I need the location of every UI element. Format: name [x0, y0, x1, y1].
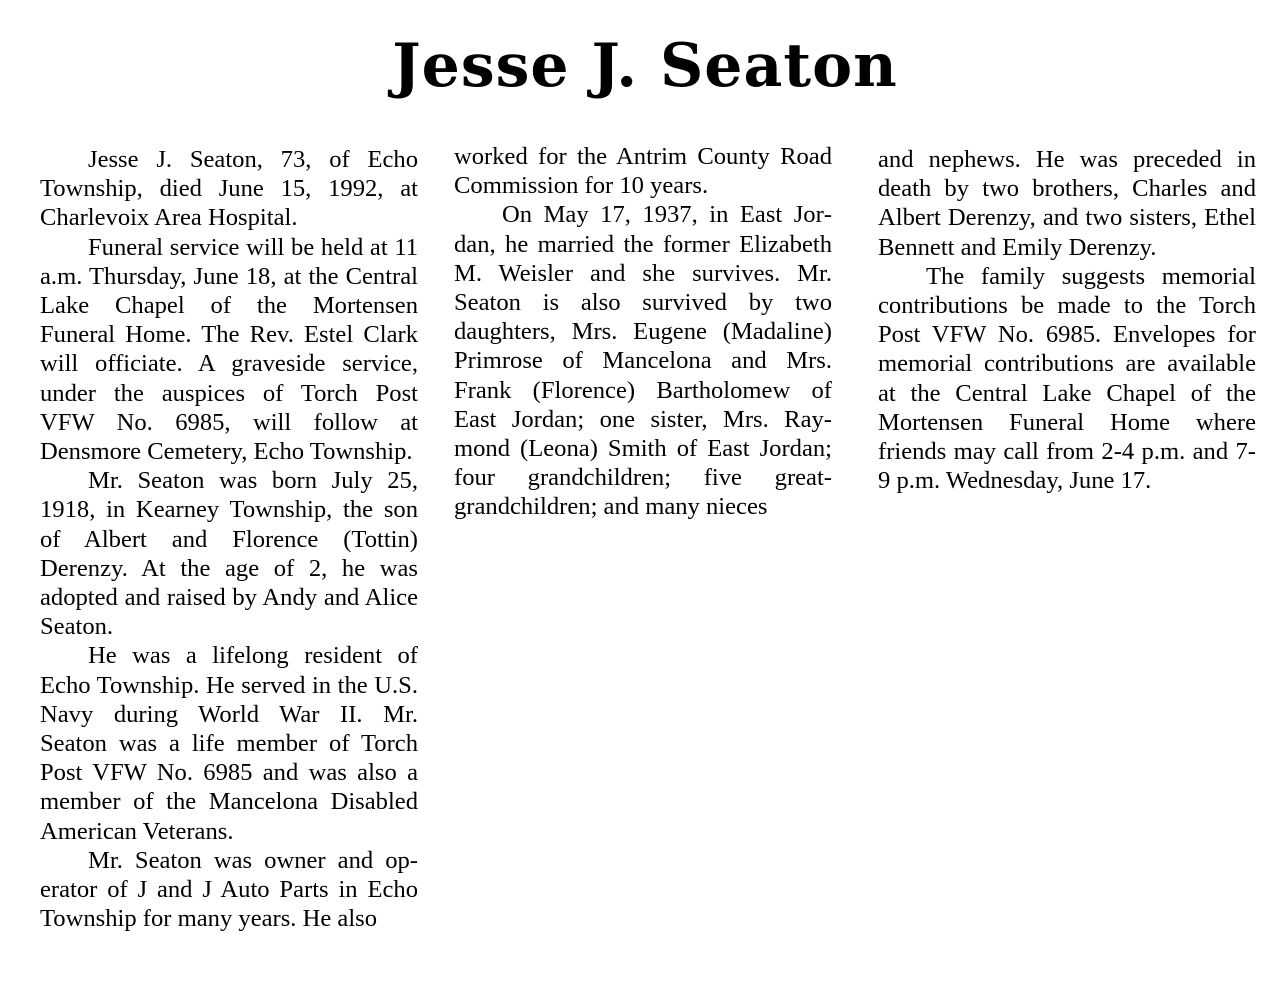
paragraph-birth: Mr. Seaton was born July 25, 1918, in Kearney Township, the son of Albert and Florence (Tottin) Derenzy. At the age of 2, he was adopted and raised by Andy and Alice Seaton. — [40, 467, 418, 641]
article-column-1 — [40, 145, 418, 933]
article-column-3 — [878, 145, 1256, 495]
paragraph-occupation: Mr. Seaton was owner and operator of J and J Auto Parts in Echo Township for many years. He also — [40, 846, 418, 933]
article-column-2 — [454, 142, 832, 522]
paragraph-funeral-service: Funeral service will be held at 11 a.m. Thursday, June 18, at the Central Lake Chapel of the Mortensen Funeral Home. The Rev. Estel Clark will officiate. A graveside service, under the auspices of Torch Post VFW No. 6985, will follow at Densmore Cemetery, Echo Township. — [40, 233, 418, 466]
paragraph-death-notice: Jesse J. Seaton, 73, of Echo Township, died June 15, 1992, at Charlevoix Area Hospital. — [40, 146, 418, 232]
paragraph-marriage-survivors: On May 17, 1937, in East Jordan, he married the former Elizabeth M. Weisler and she survives. Mr. Seaton is also survived by two daughters, Mrs. Eugene (Madaline) Primrose of Mancelona and Mrs. Frank (Florence) Bartholomew of East Jordan; one sister, Mrs. Raymond (Leona) Smith of East Jordan; four grandchildren; five great-grandchildren; and many nieces — [454, 201, 832, 521]
paragraph-memorials: The family suggests memorial contributions be made to the Torch Post VFW No. 6985. Envelopes for memorial contributions are available at the Central Lake Chapel of the Mortensen Funeral Home where friends may call from 2-4 p.m. and 7-9 p.m. Wednesday, June 17. — [878, 262, 1256, 495]
paragraph-residence-service: He was a lifelong resident of Echo Township. He served in the U.S. Navy during World War II. Mr. Seaton was a life member of Torch Post VFW No. 6985 and was also a member of the Mancelona Disabled American Veterans. — [40, 642, 418, 845]
obituary-headline: Jesse J. Seaton — [392, 31, 898, 101]
paragraph-survivors-continued: and nephews. He was preceded in death by two brothers, Charles and Albert Derenzy, and two sisters, Ethel Bennett and Emily Derenzy. — [878, 146, 1256, 261]
paragraph-occupation-continued: worked for the Antrim County Road Commission for 10 years. — [454, 143, 832, 200]
